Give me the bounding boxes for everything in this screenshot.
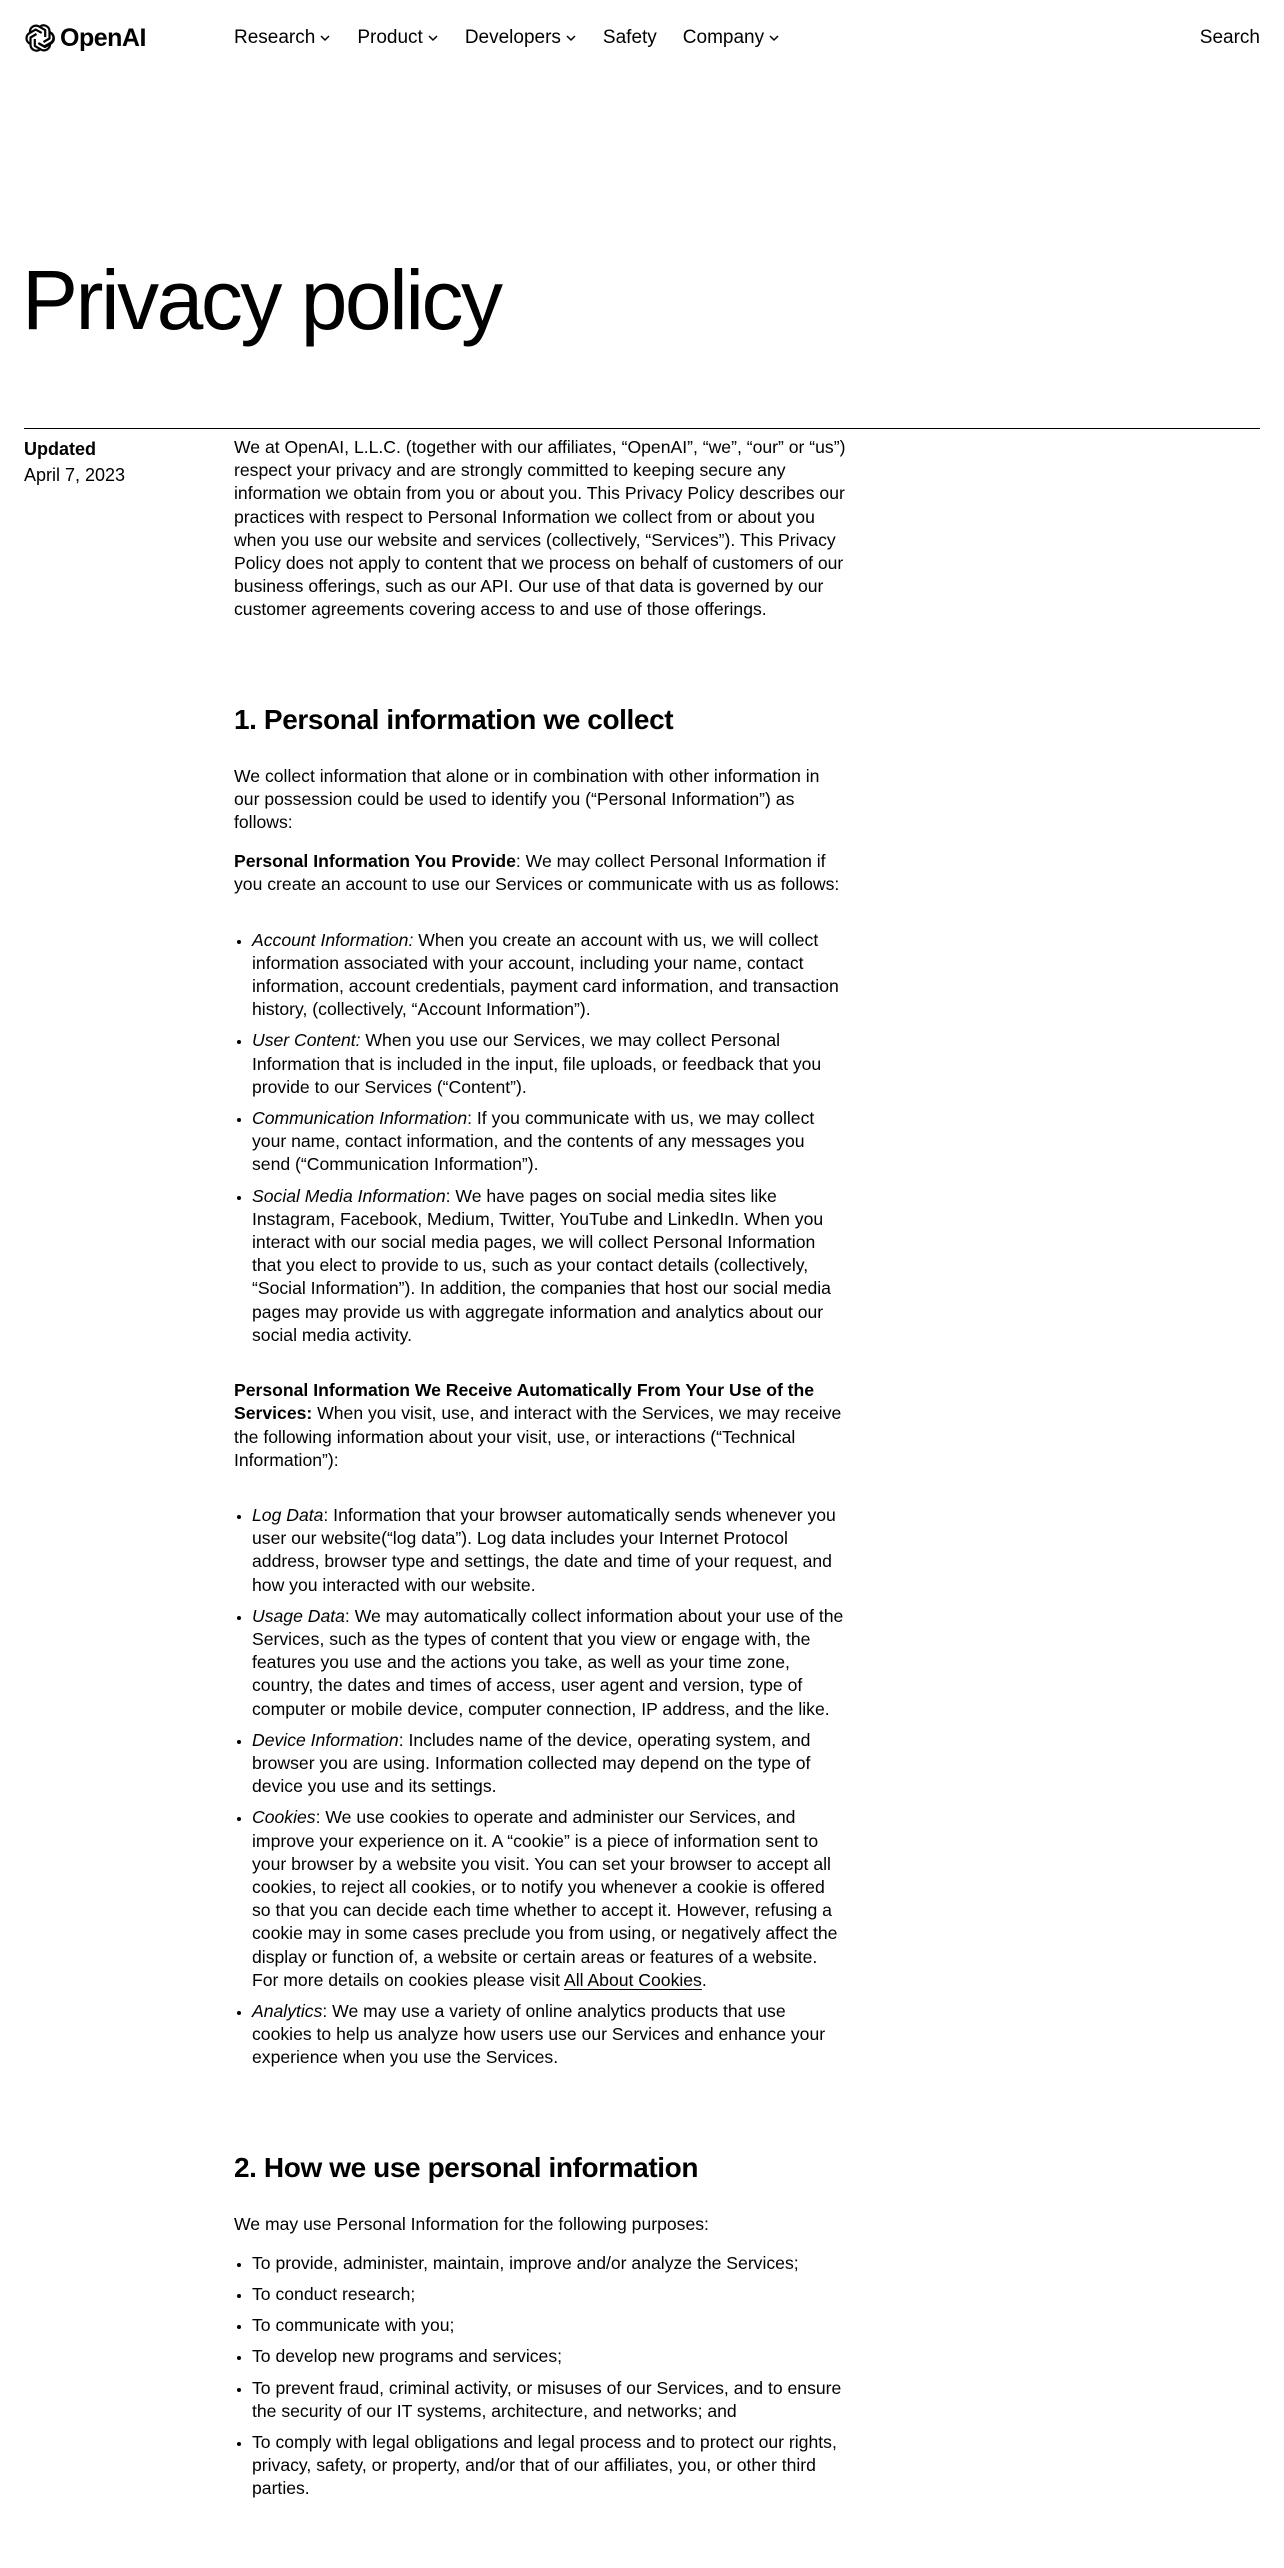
- list-item: [252, 2000, 846, 2070]
- divider: [24, 428, 1260, 429]
- item-term: Cookies: [252, 1807, 316, 1828]
- main-menu: [234, 22, 780, 54]
- section-heading: 2. How we use personal information: [234, 2151, 699, 2183]
- nav-item-company[interactable]: [683, 27, 780, 49]
- nav-item-research[interactable]: [234, 27, 331, 49]
- item-text: : We use cookies to operate and administer our Services, and improve your experience on it. A “cookie” is a piece of information sent to your browser by a website you visit. You can set your browser to accept all cookies, to reject all cookies, or to notify you whenever a cookie is offered so that you can decide each time whether to accept it. However, refusing a cookie may in some cases preclude you from using, or negatively affect the display or function of, a website or certain areas or features of a website. For more details on cookies please visit: [252, 1807, 838, 1990]
- nav-item-developers[interactable]: [465, 27, 577, 49]
- item-text: : Information that your browser automatically sends whenever you user our website(“log data”). Log data includes your Internet Protocol address, browser type and settings, the date and time of your request, and how you interacted with our website.: [252, 1504, 836, 1595]
- item-term: User Content:: [252, 1030, 361, 1051]
- nav-item-label: Developers: [464, 27, 561, 48]
- paragraph-text: : We may collect Personal Information if you create an account to use our Services or communicate with us as follows:: [234, 851, 840, 895]
- list-item: [252, 1504, 846, 1597]
- list-item: • To develop new programs and services;: [252, 2345, 846, 2368]
- list-item: [252, 1185, 846, 1347]
- list-item: [252, 1029, 846, 1099]
- chevron-down-icon: [768, 32, 780, 44]
- provided-info-intro: [234, 850, 846, 896]
- list-item: [252, 929, 846, 1022]
- list-item: [252, 1107, 846, 1177]
- nav-item-product[interactable]: [357, 27, 438, 49]
- list-item: • To conduct research;: [252, 2283, 846, 2306]
- openai-logo-icon: [24, 22, 56, 54]
- section-heading: 1. Personal information we collect: [234, 703, 674, 735]
- intro-paragraph: We at OpenAI, L.L.C. (together with our affiliates, “OpenAI”, “we”, “our” or “us”) respect your privacy and are strongly committed to keeping secure any information we obtain from you or about you. This Privacy Policy describes our practices with respect to Personal Information we collect from or about you when you use our website and services (collectively, “Services”). This Privacy Policy does not apply to content that we process on behalf of customers of our business offerings, such as our API. Our use of that data is governed by our customer agreements covering access to and use of those offerings.: [234, 437, 846, 620]
- updated-date: April 7, 2023: [24, 465, 126, 485]
- nav-item-label: Company: [682, 27, 765, 48]
- policy-content: [234, 436, 846, 2533]
- item-text: : If you communicate with us, we may collect your name, contact information, and the contents of any messages you send (“Communication Information”).: [252, 1108, 815, 1175]
- list-item: [252, 1605, 846, 1721]
- chevron-down-icon: [565, 32, 577, 44]
- item-term: Log Data: [252, 1504, 324, 1525]
- item-text: : We may automatically collect information about your use of the Services, such as the types of content that you view or engage with, the features you use and the actions you take, as well as your time zone, country, the dates and times of access, user agent and version, type of computer or mobile device, computer connection, IP address, and the like.: [252, 1605, 844, 1719]
- chevron-down-icon: [427, 32, 439, 44]
- item-term: Social Media Information: [252, 1185, 446, 1206]
- automatic-info-list: [234, 1504, 846, 2070]
- page-title: Privacy policy: [22, 253, 501, 347]
- logo-text: OpenAI: [60, 23, 146, 52]
- item-term: Analytics: [252, 2000, 323, 2021]
- chevron-down-icon: [319, 32, 331, 44]
- updated-meta: [24, 436, 125, 488]
- purposes-list: [234, 2252, 846, 2501]
- item-term: Usage Data: [252, 1605, 345, 1626]
- automatic-info-intro: [234, 1379, 846, 1472]
- item-term: Device Information: [252, 1729, 399, 1750]
- section-paragraph: We collect information that alone or in combination with other information in our possession could be used to identify you (“Personal Information”) as follows:: [234, 765, 820, 833]
- item-term: Communication Information: [252, 1108, 468, 1129]
- section-paragraph: We may use Personal Information for the following purposes:: [234, 2213, 709, 2234]
- list-item: [252, 1729, 846, 1799]
- all-about-cookies-link[interactable]: All About Cookies: [563, 1969, 702, 1990]
- item-text: : We may use a variety of online analytics products that use cookies to help us analyze how users use our Services and enhance your experience when you use the Services.: [252, 2000, 826, 2068]
- bold-term: Personal Information We Receive Automatically From Your Use of the Services:: [234, 1380, 815, 1424]
- list-item: • To prevent fraud, criminal activity, or misuses of our Services, and to ensure the security of our IT systems, architecture, and networks; and: [252, 2377, 846, 2423]
- item-text: When you use our Services, we may collect Personal Information that is included in the input, file uploads, or feedback that you provide to our Services (“Content”).: [252, 1030, 822, 1097]
- list-item: • To provide, administer, maintain, improve and/or analyze the Services;: [252, 2252, 846, 2275]
- provided-info-list: [234, 929, 846, 1347]
- openai-logo[interactable]: [24, 20, 146, 56]
- bold-term: Personal Information You Provide: [234, 851, 516, 872]
- list-item: [252, 1806, 846, 1992]
- top-nav: [0, 0, 1284, 76]
- nav-item-safety[interactable]: [603, 27, 657, 49]
- updated-label: Updated: [24, 439, 96, 459]
- list-item: • To communicate with you;: [252, 2314, 846, 2337]
- nav-item-label: Research: [234, 27, 316, 48]
- item-text-end: .: [701, 1969, 707, 1990]
- nav-item-label: Safety: [602, 27, 657, 48]
- item-text: When you create an account with us, we will collect information associated with your account, including your name, contact information, account credentials, payment card information, and transaction history, (collectively, “Account Information”).: [252, 929, 839, 1020]
- item-text: : Includes name of the device, operating system, and browser you are using. Information collected may depend on the type of device you use and its settings.: [252, 1729, 811, 1797]
- paragraph-text: When you visit, use, and interact with the Services, we may receive the following information about your visit, use, or interactions (“Technical Information”):: [234, 1403, 842, 1470]
- item-term: Account Information:: [252, 929, 414, 950]
- item-text: : We have pages on social media sites like Instagram, Facebook, Medium, Twitter, YouTube and LinkedIn. When you interact with our social media pages, we will collect Personal Information that you elect to provide to us, such as your contact details (collectively, “Social Information”). In addition, the companies that host our social media pages may provide us with aggregate information and analytics about our social media activity.: [252, 1185, 831, 1345]
- nav-item-label: Product: [357, 27, 423, 48]
- list-item: • To comply with legal obligations and legal process and to protect our rights, privacy, safety, or property, and/or that of our affiliates, you, or other third parties.: [252, 2431, 846, 2501]
- search-button[interactable]: Search: [1199, 27, 1260, 48]
